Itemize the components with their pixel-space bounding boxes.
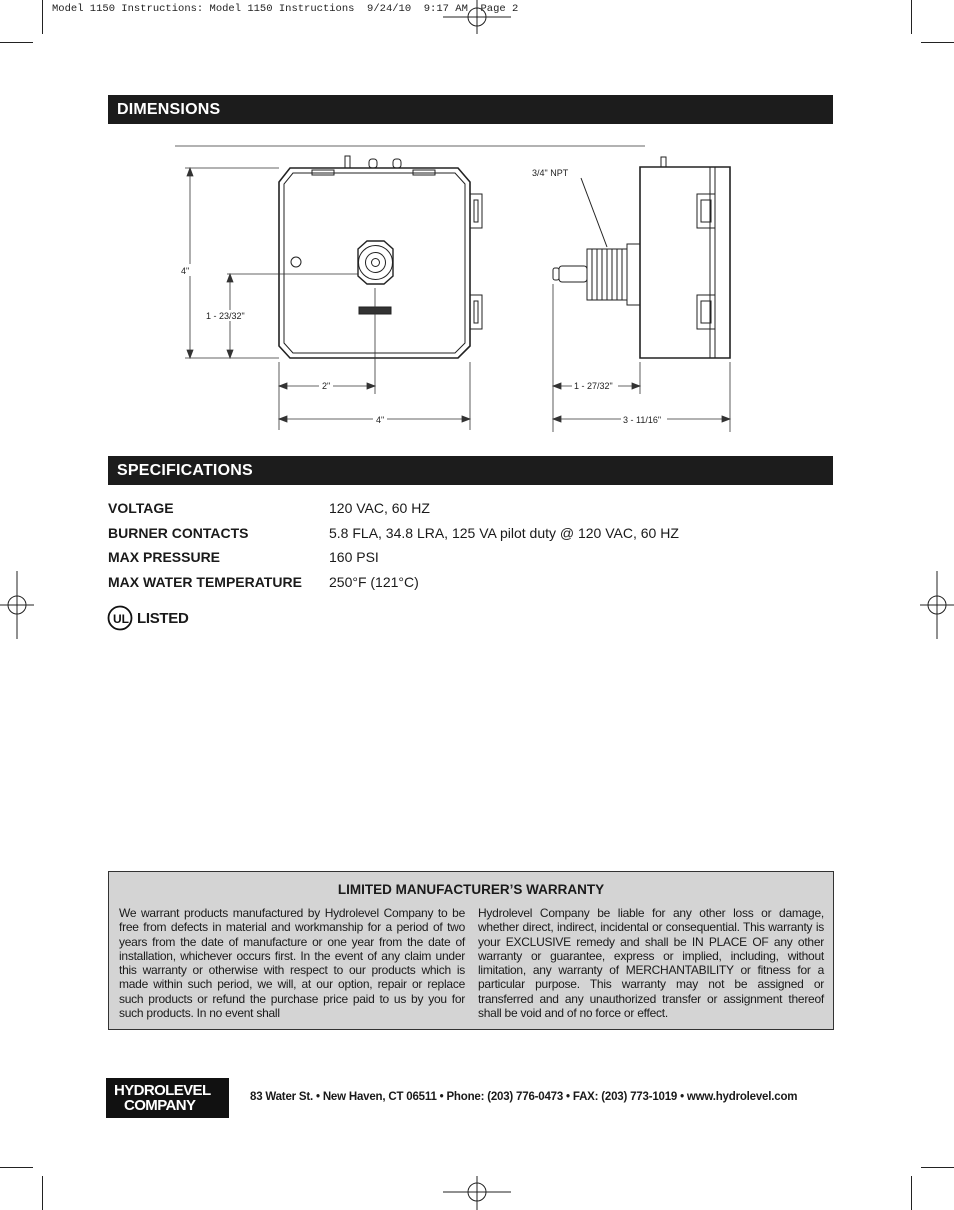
- ul-listed-text: LISTED: [137, 609, 189, 627]
- ul-logo-icon: [107, 605, 133, 631]
- section-header-dimensions: DIMENSIONS: [108, 95, 833, 124]
- crop-mark: [911, 0, 912, 34]
- spec-value: 5.8 FLA, 34.8 LRA, 125 VA pilot duty @ 120 VAC, 60 HZ: [329, 524, 679, 541]
- footer-contact: [250, 1091, 797, 1103]
- hydrolevel-logo: [106, 1078, 229, 1118]
- spec-value: 250°F (121°C): [329, 573, 419, 590]
- warranty-text-column-1: We warrant products manufactured by Hydrolevel Company to be free from defects in material and workmanship for a period of two years from the date of manufacture or one year from the date of installation, whichever occurs first. In the event of any claim under this warranty or otherwise with respect to our products which is made within such period, we will, at our option, repair or replace such products or refund the purchase price paid to us by you for such products. In no event shall: [119, 906, 465, 1021]
- svg-text:UL: UL: [113, 612, 129, 626]
- spec-label: VOLTAGE: [108, 500, 174, 516]
- crop-mark: [42, 0, 43, 34]
- crop-mark: [921, 42, 954, 43]
- dim-label-pipe-depth: 1 - 27/32": [574, 381, 613, 391]
- registration-mark-top: [443, 0, 511, 36]
- crop-mark: [921, 1167, 954, 1168]
- dimensions-drawing: [175, 140, 750, 435]
- registration-mark-right: [918, 571, 954, 639]
- footer-website-link[interactable]: www.hydrolevel.com: [686, 1091, 798, 1103]
- warranty-text-column-2: Hydrolevel Company be liable for any other loss or damage, whether direct, indirect, incidental or consequential. This warranty is your EXCLUSIVE remedy and shall be IN PLACE OF any other warranty or guarantee, express or implied, including, without limitation, any warranty of MERCHANTABILITY or fitness for a particular purpose. This warranty may not be assigned or transferred and any unauthorized transfer or assignment thereof shall be void and of no force or effect.: [478, 906, 824, 1021]
- section-header-specifications: SPECIFICATIONS: [108, 456, 833, 485]
- dim-label-height: 4": [181, 266, 190, 276]
- ul-listed-mark: [107, 605, 189, 631]
- crop-mark: [0, 1167, 33, 1168]
- spec-label: BURNER CONTACTS: [108, 524, 249, 541]
- spec-label: MAX WATER TEMPERATURE: [108, 573, 302, 590]
- registration-mark-left: [0, 571, 36, 639]
- dim-label-total-depth: 3 - 11/16": [623, 415, 662, 425]
- crop-mark: [42, 1176, 43, 1210]
- warranty-box: [108, 871, 834, 1030]
- crop-mark: [911, 1176, 912, 1210]
- footer-address-text: 83 Water St. • New Haven, CT 06511 • Phone: (203) 776-0473 • FAX: (203) 773-1019 •: [250, 1091, 687, 1103]
- spec-value: 160 PSI: [329, 549, 379, 565]
- registration-mark-bottom: [443, 1174, 511, 1210]
- dim-label-width: 4": [376, 415, 385, 425]
- spec-value: 120 VAC, 60 HZ: [329, 500, 430, 516]
- crop-mark: [0, 42, 33, 43]
- logo-line-1: HYDROLEVEL: [114, 1082, 211, 1099]
- print-slug-line: Model 1150 Instructions: Model 1150 Instructions 9/24/10 9:17 AM Page 2: [52, 3, 519, 15]
- spec-label: MAX PRESSURE: [108, 549, 221, 565]
- dim-label-half-width: 2": [322, 381, 331, 391]
- logo-line-2: COMPANY: [124, 1097, 196, 1114]
- dim-label-npt: 3/4" NPT: [532, 168, 569, 178]
- warranty-title: LIMITED MANUFACTURER’S WARRANTY: [337, 882, 605, 897]
- dim-label-offset: 1 - 23/32": [206, 311, 245, 321]
